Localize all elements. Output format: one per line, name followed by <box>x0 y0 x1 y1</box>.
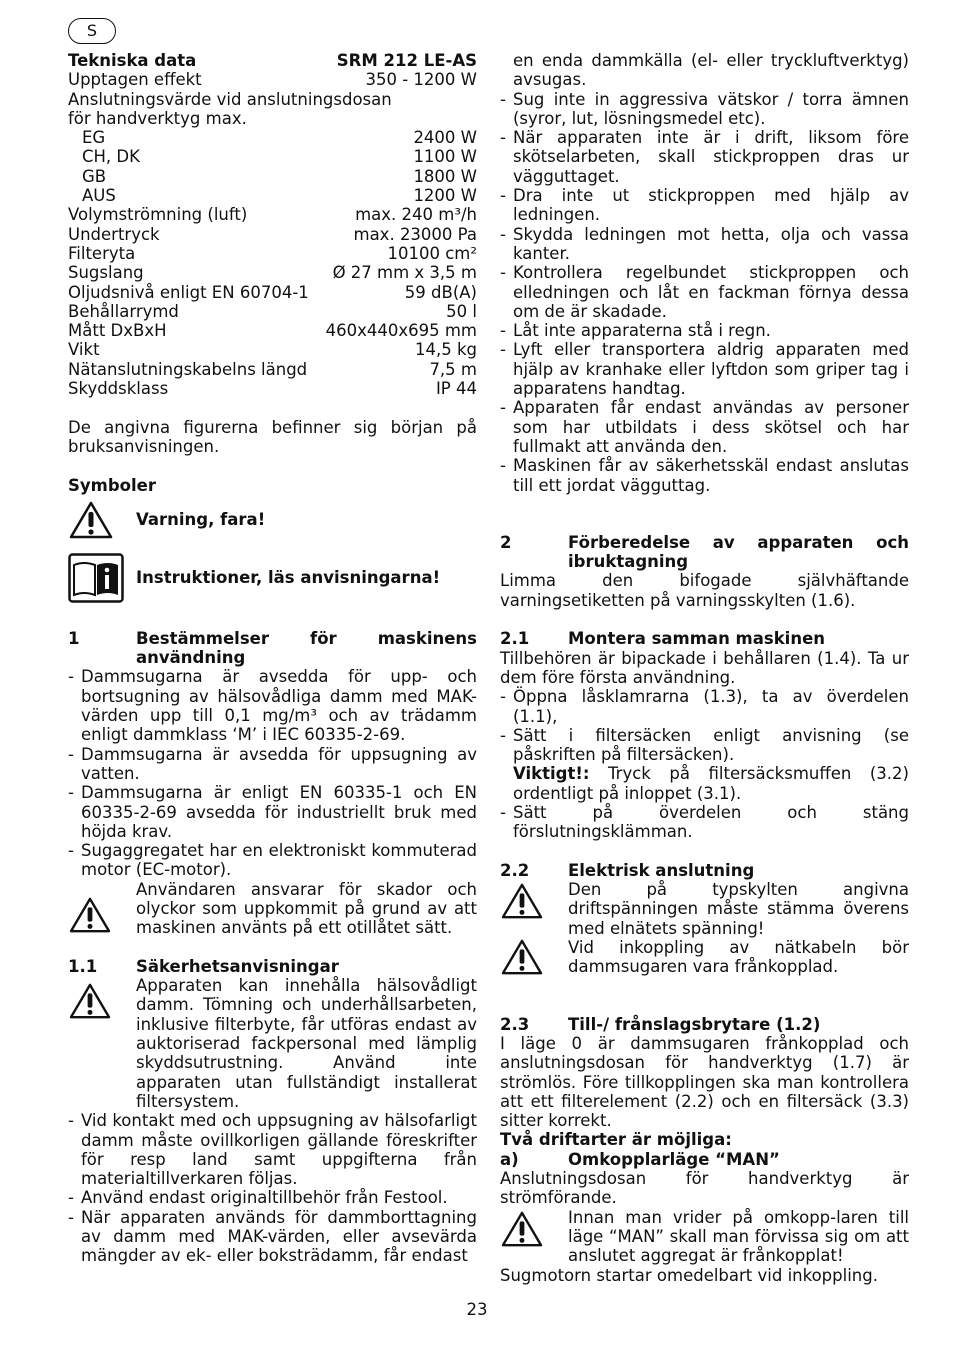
tech-data-row <box>68 186 477 205</box>
list-item: - När apparaten inte är i drift, liksom före skötselarbeten, skall stickproppen dras ur vägguttaget. <box>500 128 909 186</box>
tech-data-row <box>68 244 477 263</box>
warning-icon <box>500 938 568 976</box>
right-column <box>500 51 909 1285</box>
tech-data-key: Filteryta <box>68 243 136 263</box>
tech-data-key: Mått DxBxH <box>68 321 167 341</box>
tech-data-row <box>68 128 477 147</box>
list-item: - Kontrollera regelbundet stickproppen och elledningen och låt en fackman förnya dessa om de är skadade. <box>500 263 909 321</box>
mode-a-last: Sugmotorn startar omedelbart vid inkoppling. <box>500 1265 878 1285</box>
left-column <box>68 51 477 1266</box>
tech-data-row <box>68 90 477 109</box>
section-2-2-warning-1: Den på typskylten angivna driftspänningen måste stämma överens med elnätets spänning! <box>500 880 909 938</box>
tech-data-value: 2400 W <box>413 128 477 148</box>
tech-note: De angivna figurerna befinner sig början på bruksanvisningen. <box>68 417 477 456</box>
section-1-heading: 1 Bestämmelser för maskinens användning <box>68 628 477 668</box>
tech-data-key: Nätanslutningskabelns längd <box>68 359 308 379</box>
section-1-1-warning: Apparaten kan innehålla hälsovådligt damm. Tömning och underhållsarbeten, inklusive filterbyte, får utföras endast av auktoriserad fackpersonal med lämplig skyddsutrustning. Använd inte apparaten utan fullständigt installerat filtersystem. <box>68 976 477 1111</box>
section-2-1-heading: 2.1 Montera samman maskinen <box>500 629 909 648</box>
tech-data-value: 350 - 1200 W <box>365 70 477 90</box>
section-2-2-warning-2: Vid inkoppling av nätkabeln bör dammsugaren vara frånkopplad. <box>500 938 909 977</box>
mode-a-text: Anslutningsdosan för handverktyg är strömförande. <box>500 1169 909 1208</box>
language-badge: S <box>68 18 116 44</box>
list-item: - Apparaten får endast användas av personer som har utbildats i dess skötsel och har fullmakt att använda den. <box>500 398 909 456</box>
section-1-1-heading: 1.1 Säkerhetsanvisningar <box>68 957 477 976</box>
tech-data-table <box>68 70 477 398</box>
list-item: - Låt inte apparaterna stå i regn. <box>500 321 771 341</box>
tech-data-row <box>68 360 477 379</box>
warning-symbol-label: Varning, fara! <box>136 510 266 530</box>
list-item: - Skydda ledningen mot hetta, olja och vassa kanter. <box>500 224 909 263</box>
section-2-heading: 2 Förberedelse av apparaten och ibruktagning <box>500 532 909 572</box>
important-note: Viktigt!: Tryck på filtersäcksmuffen (3.2) ordentligt på inloppet (3.1). <box>513 764 909 803</box>
tech-data-value: 7,5 m <box>429 359 477 379</box>
warning-icon <box>68 500 136 540</box>
tech-data-value: 10100 cm² <box>387 243 477 263</box>
tech-data-value: max. 240 m³/h <box>355 205 477 225</box>
list-item: - När apparaten används för dammborttagning av damm med MAK-värden, eller avsevärda mängder av ek- eller boksträdamm, får endast <box>68 1207 477 1266</box>
list-item: - Vid kontakt med och uppsugning av hälsofarligt damm måste ovillkorligen gällande föreskrifter för resp land samt uppgifterna från materialtillverkaren följas. <box>68 1111 477 1189</box>
section-2-2-heading: 2.2 Elektrisk anslutning <box>500 861 909 880</box>
section-2-title: Förberedelse av apparaten och ibruktagning <box>568 532 909 572</box>
list-item: - Maskinen får av säkerhetsskäl endast anslutas till ett jordat vägguttag. <box>500 456 909 495</box>
tech-data-row <box>68 225 477 244</box>
warning-icon <box>68 880 136 934</box>
continued-text: en enda dammkälla (el- eller tryckluftverktyg) avsugas. <box>513 51 909 90</box>
list-item: - Dammsugarna är avsedda för uppsugning av vatten. <box>68 744 477 783</box>
tech-data-key: EG <box>82 128 106 148</box>
section-1-1-list <box>68 1111 477 1265</box>
list-item: - Öppna låsklamrarna (1.3), ta av överdelen (1.1), <box>500 687 909 726</box>
section-2-1-text: Tillbehören är bipackade i behållaren (1.4). Ta ur dem före första användning. <box>500 648 909 687</box>
warning-icon <box>500 1208 568 1248</box>
tech-data-value: 1800 W <box>413 166 477 186</box>
tech-data-key: för handverktyg max. <box>68 108 247 128</box>
section-1-list <box>68 667 477 879</box>
tech-data-key: Undertryck <box>68 224 160 244</box>
tech-data-key: Anslutningsvärde vid anslutningsdosan <box>68 89 392 109</box>
tech-data-key: Volymströmning (luft) <box>68 205 248 225</box>
list-item: - Sug inte in aggressiva vätskor / torra ämnen (syror, lut, lösningsmedel etc). <box>500 89 909 128</box>
tech-data-value: 50 l <box>446 301 477 321</box>
tech-data-row <box>68 70 477 89</box>
page-number: 23 <box>466 1300 488 1319</box>
section-1-title: Bestämmelser för maskinens användning <box>136 628 477 668</box>
tech-data-key: AUS <box>82 186 116 206</box>
section-2-3-heading: 2.3 Till-/ frånslagsbrytare (1.2) <box>500 1015 909 1034</box>
symbols-title: Symboler <box>68 475 156 495</box>
section-1-warning: Användaren ansvarar för skador och olyckor som uppkommit på grund av att maskinen använts på ett otillåtet sätt. <box>68 880 477 938</box>
tech-data-value: 1100 W <box>413 147 477 167</box>
mode-a-warning: Innan man vrider på omkopp-laren till läge “MAN” skall man förvissa sig om att anslutet aggregat är frånkopplat! <box>500 1208 909 1266</box>
mode-a-heading: a) Omkopplarläge “MAN” <box>500 1150 909 1169</box>
list-item: - Sugaggregatet har en elektroniskt kommuterad motor (EC-motor). <box>68 841 477 880</box>
tech-data-row <box>68 147 477 166</box>
tech-data-value: 460x440x695 mm <box>325 321 477 341</box>
tech-data-value: max. 23000 Pa <box>353 224 477 244</box>
tech-data-row <box>68 205 477 224</box>
list-item: - Använd endast originaltillbehör från Festool. <box>68 1188 448 1208</box>
tech-data-key: GB <box>82 166 107 186</box>
list-item: - Lyft eller transportera aldrig apparaten med hjälp av kranhake eller lyftdon som griper tag i apparatens handtag. <box>500 340 909 399</box>
tech-data-value: Ø 27 mm x 3,5 m <box>332 263 477 283</box>
tech-data-row <box>68 340 477 359</box>
tech-data-value: IP 44 <box>435 379 477 399</box>
safety-list <box>500 90 909 495</box>
tech-data-key: Oljudsnivå enligt EN 60704-1 <box>68 282 309 302</box>
tech-data-row <box>68 283 477 302</box>
list-item: - Sätt på överdelen och stäng förslutningsklämman. <box>500 802 909 842</box>
tech-data-row <box>68 263 477 282</box>
tech-data-row <box>68 167 477 186</box>
section-2-1-title: Montera samman maskinen <box>568 629 826 649</box>
tech-data-title: Tekniska data <box>68 51 197 70</box>
tech-data-key: Behållarrymd <box>68 301 179 321</box>
tech-data-model: SRM 212 LE-AS <box>336 51 477 70</box>
tech-data-key: CH, DK <box>82 147 140 167</box>
section-1-1-title: Säkerhetsanvisningar <box>136 956 339 976</box>
tech-data-value: 59 dB(A) <box>404 282 477 302</box>
instructions-book-icon <box>68 553 136 603</box>
warning-icon <box>500 880 568 920</box>
list-item: - Dammsugarna är enligt EN 60335-1 och EN 60335-2-69 avsedda för industriellt bruk med höjda krav. <box>68 783 477 841</box>
list-item: - Dammsugarna är avsedda för upp- och bortsugning av hälsovådliga damm med MAK-värden upp till 0,1 mg/m³ och av trädamm enligt dammklass ‘M’ i IEC 60335-2-69. <box>68 667 477 745</box>
section-2-3-text: I läge 0 är dammsugaren frånkopplad och anslutningsdosan för handverktyg (1.7) är strömlös. Före tillkopplingen ska man kontrollera att ett filterelement (2.2) och en filtersäck (3.3) sitter korrekt. <box>500 1033 909 1131</box>
list-item: - Sätt i filtersäcken enligt anvisning (se påskriften på filtersäcken). <box>500 725 909 765</box>
modes-heading: Två driftarter är möjliga: <box>500 1130 732 1150</box>
warning-icon <box>68 976 136 1020</box>
section-2-text: Limma den bifogade självhäftande varningsetiketten på varningsskylten (1.6). <box>500 571 909 610</box>
tech-data-value: 14,5 kg <box>414 340 477 360</box>
tech-data-key: Skyddsklass <box>68 379 169 399</box>
tech-data-header <box>68 51 477 70</box>
tech-data-key: Vikt <box>68 340 100 360</box>
tech-data-row <box>68 321 477 340</box>
tech-data-key: Sugslang <box>68 263 144 283</box>
tech-data-row <box>68 109 477 128</box>
instructions-symbol-label: Instruktioner, läs anvisningarna! <box>136 568 441 588</box>
mode-a-title: Omkopplarläge “MAN” <box>568 1149 780 1169</box>
section-2-3-title: Till-/ frånslagsbrytare (1.2) <box>568 1014 821 1034</box>
list-item: - Dra inte ut stickproppen med hjälp av ledningen. <box>500 186 909 225</box>
tech-data-value: 1200 W <box>413 186 477 206</box>
tech-data-row <box>68 379 477 398</box>
section-2-2-title: Elektrisk anslutning <box>568 860 755 880</box>
tech-data-row <box>68 302 477 321</box>
tech-data-key: Upptagen effekt <box>68 70 202 90</box>
